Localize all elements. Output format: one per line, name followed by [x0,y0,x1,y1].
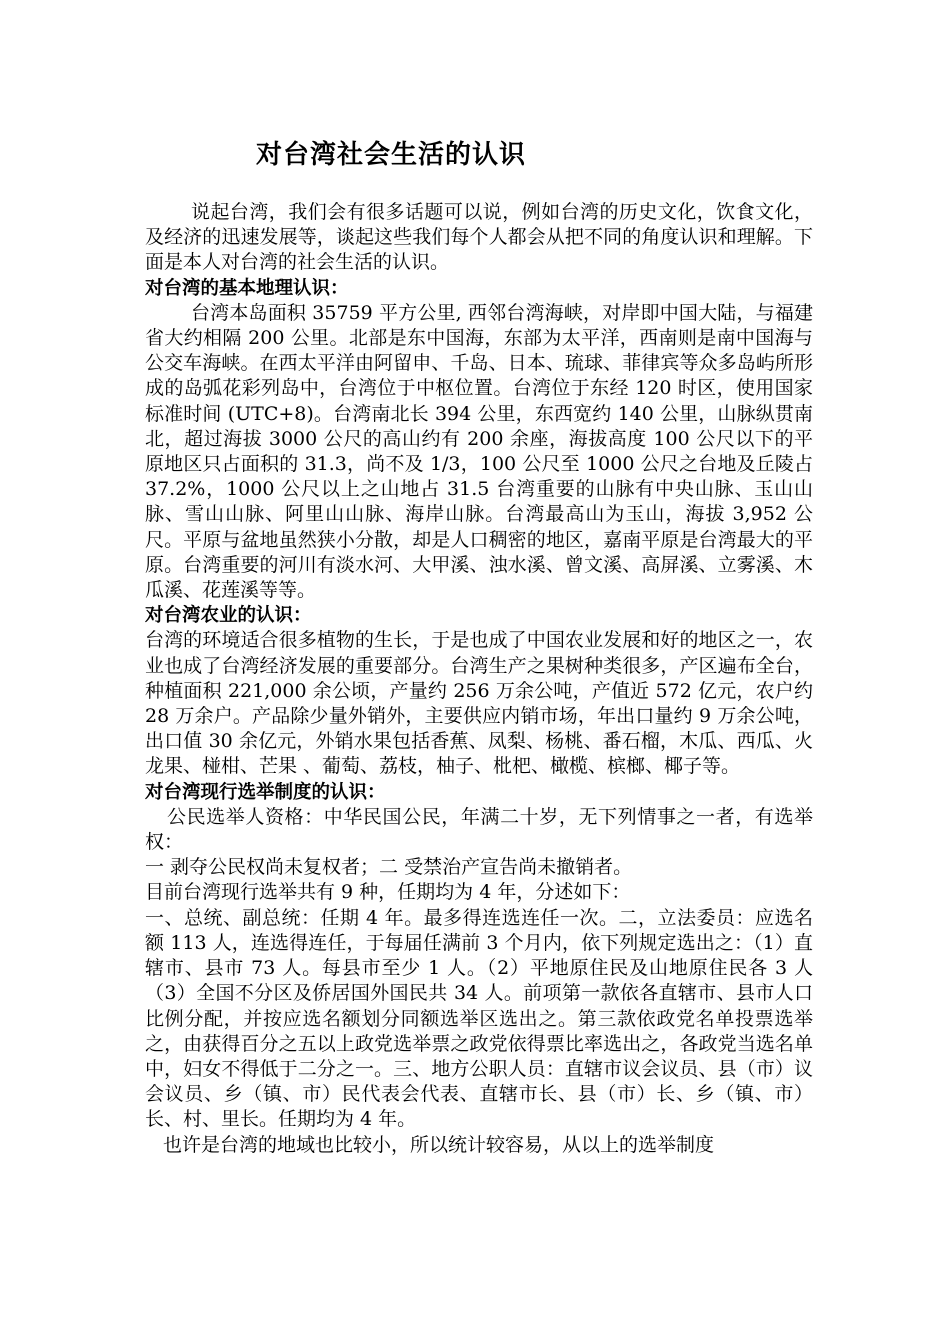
paragraph: 也许是台湾的地域也比较小，所以统计较容易，从以上的选举制度 [163,1133,715,1156]
paragraph: 公民选举人资格：中华民国公民，年满二十岁，无下列情事之一者，有选举权： [145,805,813,854]
section-heading: 对台湾现行选举制度的认识： [145,781,386,803]
paragraph: 台湾的环境适合很多植物的生长，于是也成了中国农业发展和好的地区之一，农业也成了台湾经济发展的重要部分。台湾生产之果树种类很多，产区遍布全台，种植面积 221,000 余公顷，产量约 256 万余公吨，产值近 572 亿元，农户约 28 万余户。产品除少量外销外，主要供应内销市场，年出口量约 9 万余公吨，出口值 30 余亿元，外销水果包括香蕉、凤梨、杨桃、番石榴，木瓜、西瓜、火龙果、椪柑、芒果 、葡萄、荔枝，柚子、枇杷、橄榄、槟榔、椰子等。 [145,629,813,778]
document-body [145,200,813,1158]
paragraph: 目前台湾现行选举共有 9 种，任期均为 4 年，分述如下： [145,881,631,904]
paragraph: 说起台湾，我们会有很多话题可以说，例如台湾的历史文化，饮食文化，及经济的迅速发展等，谈起这些我们每个人都会从把不同的角度认识和理解。下面是本人对台湾的社会生活的认识。 [145,201,813,274]
paragraph: 台湾本岛面积 35759 平方公里, 西邻台湾海峡，对岸即中国大陆，与福建省大约相隔 200 公里。北部是东中国海，东部为太平洋，西南则是南中国海与公交车海峡。在西太平洋由阿留申、千岛、日本、琉球、菲律宾等众多岛屿所形成的岛弧花彩列岛中，台湾位于中枢位置。台湾位于东经 120 时区，使用国家标准时间 (UTC+8)。台湾南北长 394 公里，东西宽约 140 公里，山脉纵贯南北，超过海拔 3000 公尺的高山约有 200 余座，海拔高度 100 公尺以下的平原地区只占面积的 31.3，尚不及 1/3，100 公尺至 1000 公尺之台地及丘陵占 37.2%，1000 公尺以上之山地占 31.5 台湾重要的山脉有中央山脉、玉山山脉、雪山山脉、阿里山山脉、海岸山脉。台湾最高山为玉山，海拔 3,952 公尺。平原与盆地虽然狭小分散，却是人口稠密的地区，嘉南平原是台湾最大的平原。台湾重要的河川有淡水河、大甲溪、浊水溪、曾文溪、高屏溪、立雾溪、木瓜溪、花莲溪等等。 [145,301,813,602]
document-title: 对台湾社会生活的认识 [256,140,527,170]
paragraph: 一 剥夺公民权尚未复权者；二 受禁治产宣告尚未撤销者。 [145,856,633,879]
section-heading: 对台湾的基本地理认识： [145,277,349,299]
paragraph: 一、总统、副总统：任期 4 年。最多得连选连任一次。二，立法委员：应选名额 113 人，连选得连任，于每届任满前 3 个月内，依下列规定选出之：（1）直辖市、县市 73 人。每县市至少 1 人。（2）平地原住民及山地原住民各 3 人（3）全国不分区及侨居国外国民共 34 人。前项第一款依各直辖市、县市人口比例分配，并按应选名额划分同额选举区选出之。第三款依政党名单投票选举之，由获得百分之五以上政党选举票之政党依得票比率选出之，各政党当选名单中，妇女不得低于二分之一。三、地方公职人员：直辖市议会议员、县（市）议会议员、乡（镇、市）民代表会代表、直辖市长、县（市）长、乡（镇、市）长、村、里长。任期均为 4 年。 [145,906,813,1131]
section-heading: 对台湾农业的认识： [145,605,312,627]
